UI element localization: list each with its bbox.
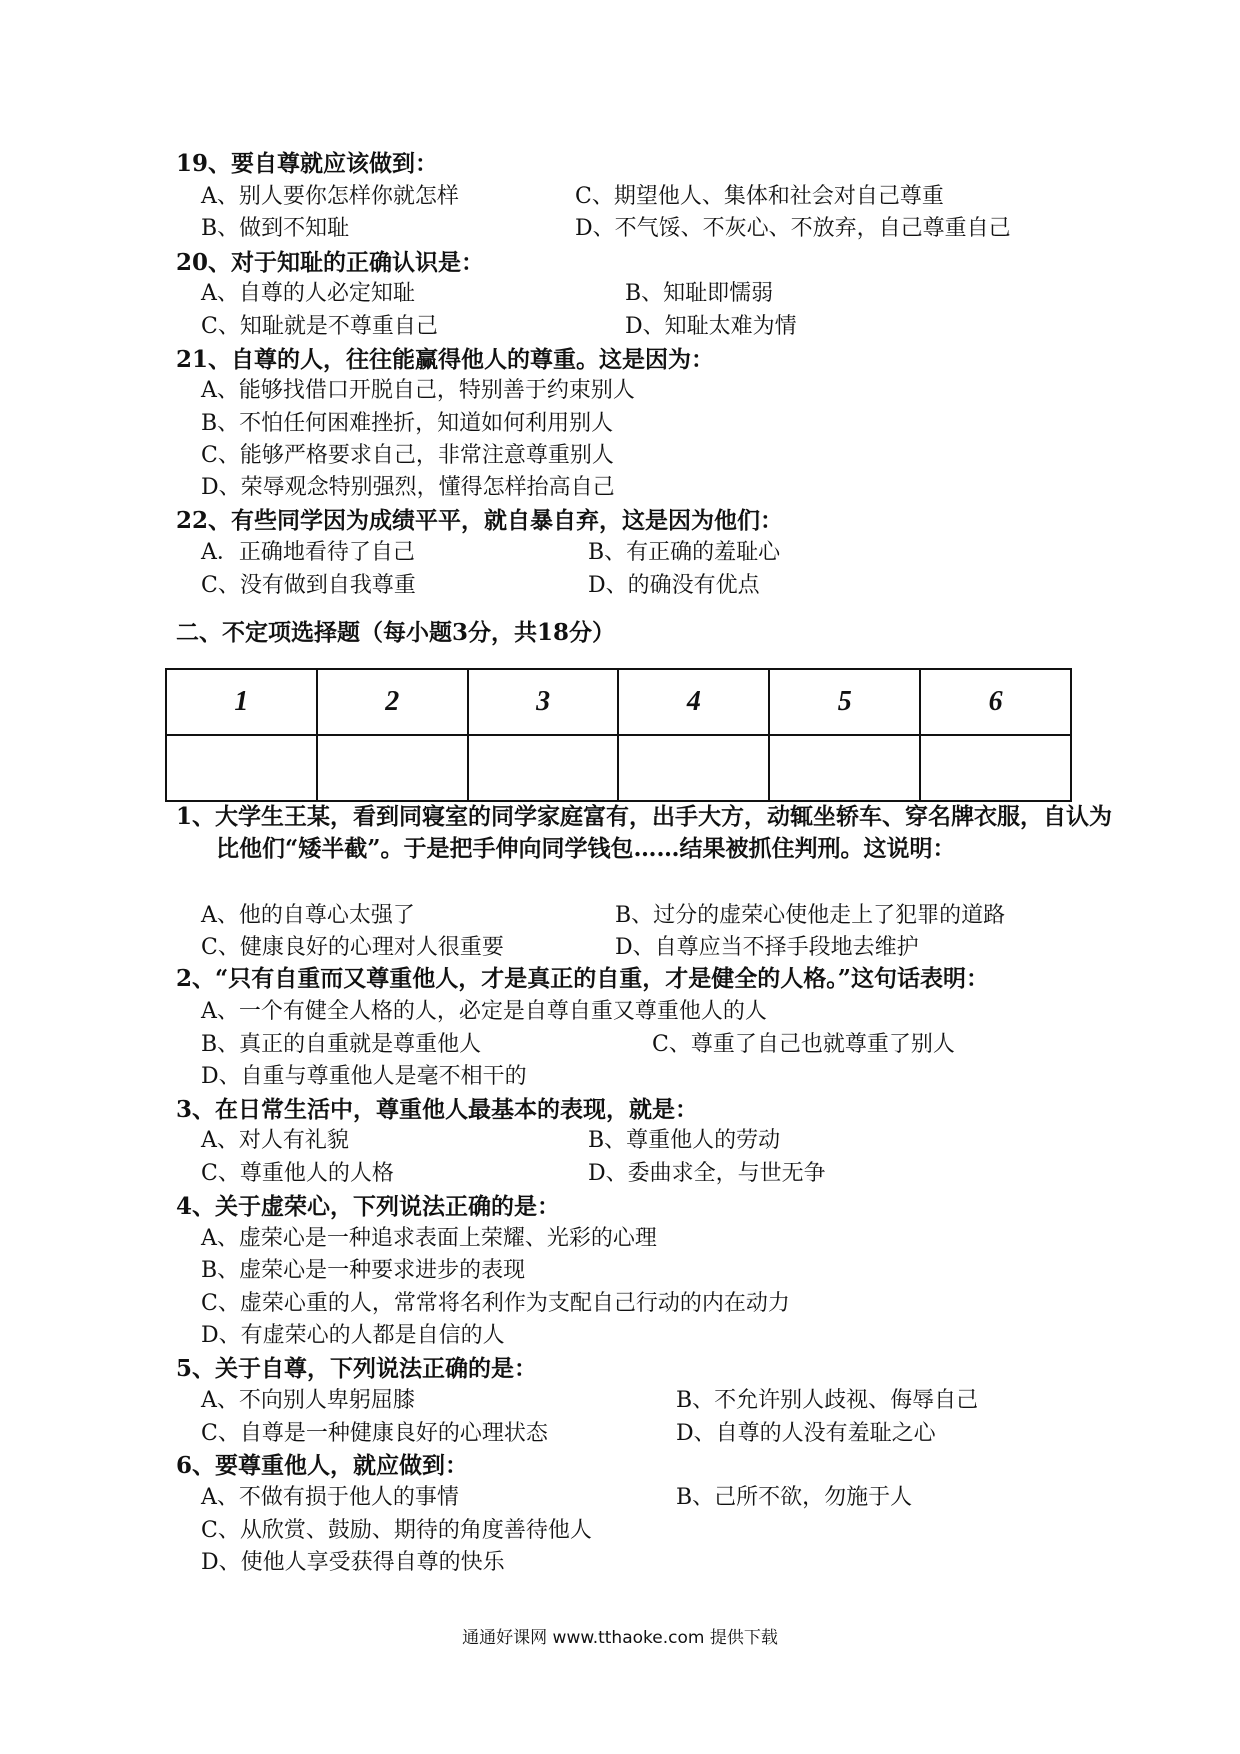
q21-option-a: A、能够找借口开脱自己，特别善于约束别人: [201, 378, 635, 403]
answer-cell-1[interactable]: [166, 735, 317, 801]
part2-question-6: 6、要尊重他人，就应做到：: [176, 1452, 469, 1479]
p2q5-option-c: C、自尊是一种健康良好的心理状态: [201, 1421, 548, 1446]
p2q6-option-c: C、从欣赏、鼓励、期待的角度善待他人: [201, 1518, 592, 1543]
question-22: 22、有些同学因为成绩平平，就自暴自弃，这是因为他们：: [176, 507, 784, 534]
q20-option-b: B、知耻即懦弱: [625, 281, 774, 306]
p2q6-option-b: B、己所不欲，勿施于人: [676, 1485, 913, 1510]
answer-col-2: 2: [317, 669, 468, 735]
part2-question-3: 3、在日常生活中，尊重他人最基本的表现，就是：: [176, 1096, 699, 1123]
part2-question-1: 1、大学生王某，看到同寝室的同学家庭富有，出手大方，动辄坐轿车、穿名牌衣服，自认为比他们“矮半截”。于是把手伸向同学钱包……结果被抓住判刑。这说明：: [176, 803, 1113, 862]
p2q4-option-b: B、虚荣心是一种要求进步的表现: [201, 1258, 526, 1283]
p2q1-option-a: A、他的自尊心太强了: [201, 903, 415, 928]
p2q5-option-b: B、不允许别人歧视、侮辱自己: [676, 1388, 979, 1413]
p2q4-option-d: D、有虚荣心的人都是自信的人: [201, 1323, 505, 1348]
p2q4-option-a: A、虚荣心是一种追求表面上荣耀、光彩的心理: [201, 1226, 657, 1251]
question-19: 19、要自尊就应该做到：: [176, 150, 439, 177]
p2q1-option-c: C、健康良好的心理对人很重要: [201, 935, 504, 960]
q22-option-a: A．正确地看待了自己: [201, 540, 415, 565]
part2-question-5: 5、关于自尊，下列说法正确的是：: [176, 1355, 538, 1382]
p2q2-option-d: D、自重与尊重他人是毫不相干的: [201, 1064, 527, 1089]
p2q5-option-d: D、自尊的人没有羞耻之心: [676, 1421, 936, 1446]
q22-option-c: C、没有做到自我尊重: [201, 573, 416, 598]
p2q3-option-d: D、委曲求全，与世无争: [588, 1161, 826, 1186]
page-footer: 通通好课网 www.tthaoke.com 提供下载: [462, 1628, 778, 1648]
q19-option-a: A、别人要你怎样你就怎样: [201, 184, 459, 209]
question-20: 20、对于知耻的正确认识是：: [176, 249, 485, 276]
answer-col-4: 4: [618, 669, 769, 735]
answer-cell-6[interactable]: [920, 735, 1071, 801]
answer-cell-3[interactable]: [468, 735, 619, 801]
q19-option-c: C、期望他人、集体和社会对自己尊重: [575, 184, 944, 209]
answer-col-1: 1: [166, 669, 317, 735]
part2-question-2: 2、“只有自重而又尊重他人，才是真正的自重，才是健全的人格。”这句话表明：: [176, 965, 989, 992]
p2q2-option-b: B、真正的自重就是尊重他人: [201, 1032, 482, 1057]
q20-option-d: D、知耻太难为情: [625, 314, 797, 339]
answer-cell-4[interactable]: [618, 735, 769, 801]
q22-option-d: D、的确没有优点: [588, 573, 760, 598]
p2q3-option-b: B、尊重他人的劳动: [588, 1128, 781, 1153]
answer-col-3: 3: [468, 669, 619, 735]
p2q6-option-a: A、不做有损于他人的事情: [201, 1485, 459, 1510]
section-2-title: 二、不定项选择题（每小题3分，共18分）: [176, 619, 616, 646]
answer-cell-2[interactable]: [317, 735, 468, 801]
answer-col-6: 6: [920, 669, 1071, 735]
answer-table-blank-row: [166, 735, 1071, 801]
q21-option-c: C、能够严格要求自己，非常注意尊重别人: [201, 443, 614, 468]
p2q5-option-a: A、不向别人卑躬屈膝: [201, 1388, 415, 1413]
q20-option-c: C、知耻就是不尊重自己: [201, 314, 438, 339]
p2q3-option-a: A、对人有礼貌: [201, 1128, 349, 1153]
p2q1-option-d: D、自尊应当不择手段地去维护: [615, 935, 919, 960]
question-21: 21、自尊的人，往往能赢得他人的尊重。这是因为：: [176, 346, 715, 373]
p2q1-option-b: B、过分的虚荣心使他走上了犯罪的道路: [615, 903, 1006, 928]
q21-option-d: D、荣辱观念特别强烈，懂得怎样抬高自己: [201, 475, 615, 500]
answer-table: [165, 668, 1072, 802]
p2q2-option-a: A、一个有健全人格的人，必定是自尊自重又尊重他人的人: [201, 999, 767, 1024]
answer-col-5: 5: [769, 669, 920, 735]
p2q6-option-d: D、使他人享受获得自尊的快乐: [201, 1550, 505, 1575]
p2q4-option-c: C、虚荣心重的人，常常将名利作为支配自己行动的内在动力: [201, 1291, 790, 1316]
p2q2-option-c: C、尊重了自己也就尊重了别人: [652, 1032, 955, 1057]
q21-option-b: B、不怕任何困难挫折，知道如何利用别人: [201, 411, 614, 436]
part2-question-4: 4、关于虚荣心，下列说法正确的是：: [176, 1193, 561, 1220]
q19-option-d: D、不气馁、不灰心、不放弃，自己尊重自己: [575, 216, 1011, 241]
p2q3-option-c: C、尊重他人的人格: [201, 1161, 394, 1186]
answer-cell-5[interactable]: [769, 735, 920, 801]
q19-option-b: B、做到不知耻: [201, 216, 350, 241]
q22-option-b: B、有正确的羞耻心: [588, 540, 781, 565]
answer-table-header-row: [166, 669, 1071, 735]
q20-option-a: A、自尊的人必定知耻: [201, 281, 415, 306]
